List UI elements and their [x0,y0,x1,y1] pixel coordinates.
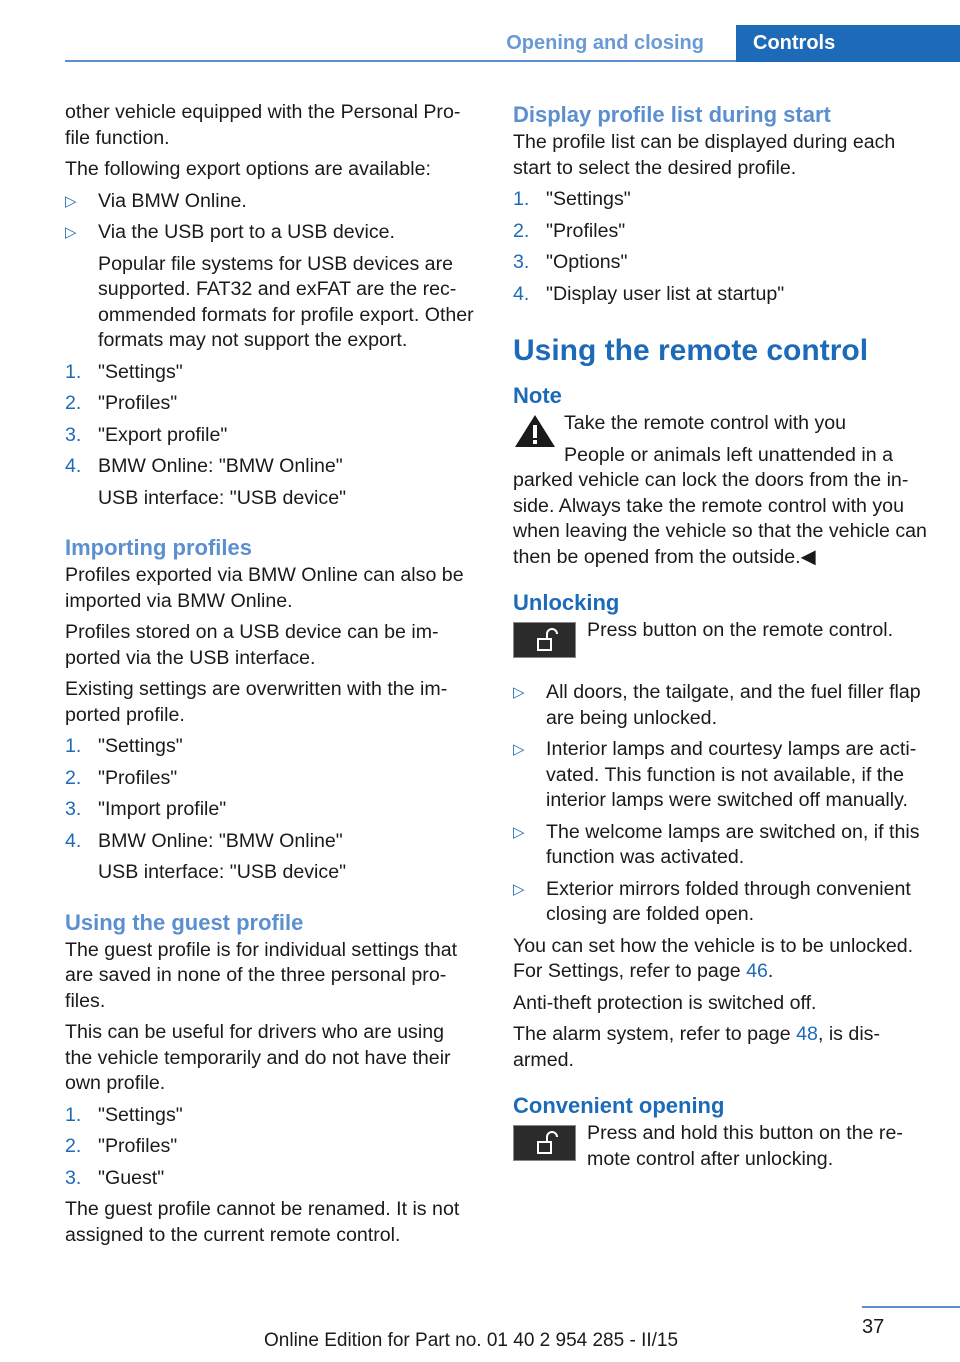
page-ref-link[interactable]: 46 [746,960,768,982]
paragraph: The following export options are available: [65,158,431,180]
triangle-bullet-icon: ▷ [513,684,525,701]
list-item: 3. "Import profile" [65,798,227,820]
edition-footer: Online Edition for Part no. 01 40 2 954 285 - II/15 [264,1330,679,1351]
footer-rule [862,1306,960,1308]
paragraph: You can set how the vehicle is to be unlocked. For Settings, refer to page 46. [513,934,914,982]
export-options-list [65,189,475,354]
list-item: 3. "Guest" [65,1166,165,1189]
section-heading-display: Display profile list during start [513,102,831,127]
list-item: 3. "Export profile" [65,423,228,446]
section-heading-convenient-opening: Convenient opening [513,1093,725,1118]
list-item: 2. "Profiles" [65,1135,178,1157]
triangle-bullet-icon: ▷ [513,880,525,898]
page-ref-link[interactable]: 48 [796,1023,818,1045]
list-item: 4. BMW Online: "BMW Online" USB interface: "USB device" [65,829,347,883]
list-item: ▷ Via BMW Online. [65,189,475,215]
paragraph: other vehicle equipped with the Personal Pro-file function. [65,101,461,149]
list-item: ▷ Exterior mirrors folded through convenient closing are folded open. [513,877,911,925]
header-chapter-tab: Controls [736,25,960,62]
page-number: 37 [862,1316,885,1338]
list-item: 1. "Settings" [65,735,183,757]
triangle-bullet-icon: ▷ [65,192,77,210]
note-text: People or animals left unattended in a [564,443,893,466]
list-item: ▷ All doors, the tailgate, and the fuel filler flap are being unlocked. [513,681,921,729]
unlock-button-instruction: Press button on the remote control. [513,618,931,662]
paragraph: This can be useful for drivers who are using the vehicle temporarily and do not have their own profile. [65,1021,451,1094]
paragraph: The alarm system, refer to page 48, is dis-armed. [513,1023,880,1071]
unlock-effects-list [513,680,931,928]
note-title: Take the remote control with you [564,412,847,434]
left-column [65,100,475,1254]
export-steps-list [65,360,475,512]
paragraph: Anti-theft protection is switched off. [513,991,817,1014]
list-item: ▷ Via the USB port to a USB device. Popular file systems for USB devices are supported. FAT32 and exFAT are the rec-ommended formats for profile export. Other formats may not support the export. [65,221,474,351]
paragraph: Profiles stored on a USB device can be im-ported via the USB interface. [65,621,439,669]
paragraph: The guest profile cannot be renamed. It is not assigned to the current remote control. [65,1198,460,1246]
section-heading-import: Importing profiles [65,535,252,560]
list-item: ▷ Interior lamps and courtesy lamps are acti-vated. This function is not available, if the interior lamps were switched off manually. [513,738,917,811]
list-item: 3. "Options" [513,251,628,273]
paragraph: The guest profile is for individual settings that are saved in none of the three personal pro-files. [65,938,458,1012]
list-item: 1. "Settings" [65,360,183,383]
list-item: 2. "Profiles" [513,219,626,242]
list-item: 1. "Settings" [65,1103,183,1126]
paragraph: Existing settings are overwritten with the im-ported profile. [65,678,448,726]
section-heading-unlocking: Unlocking [513,590,620,615]
guest-steps-list [65,1103,475,1192]
paragraph: The profile list can be displayed during each start to select the desired profile. [513,131,896,179]
unlock-button-icon [513,622,576,658]
list-item: 4. BMW Online: "BMW Online" USB interface: "USB device" [65,455,347,509]
list-item: 4. "Display user list at startup" [513,282,785,305]
right-column [513,100,931,1172]
triangle-bullet-icon: ▷ [513,823,525,841]
section-heading-note: Note [513,383,562,408]
unlock-button-icon [513,1125,576,1161]
warning-note [513,411,931,570]
list-item: ▷ The welcome lamps are switched on, if this function was activated. [513,820,920,868]
list-item: 2. "Profiles" [65,392,178,414]
warning-triangle-icon [513,413,557,449]
paragraph: Profiles exported via BMW Online can also be imported via BMW Online. [65,564,464,612]
note-text-continued: parked vehicle can lock the doors from the in-side. Always take the remote control with you when leaving the vehicle so that the vehicle can then be opened from the outside.◀ [513,469,927,568]
display-steps-list [513,187,931,307]
list-item: 2. "Profiles" [65,766,178,789]
triangle-bullet-icon: ▷ [513,741,525,758]
list-item: 1. "Settings" [513,188,631,210]
import-steps-list [65,734,475,886]
header-section-title: Opening and closing [506,32,704,54]
section-heading-guest: Using the guest profile [65,909,304,935]
convenient-opening-instruction: Press and hold this button on the re-mote control after unlocking. [513,1121,931,1172]
chapter-heading-remote-control: Using the remote control [513,334,869,367]
triangle-bullet-icon: ▷ [65,224,77,241]
